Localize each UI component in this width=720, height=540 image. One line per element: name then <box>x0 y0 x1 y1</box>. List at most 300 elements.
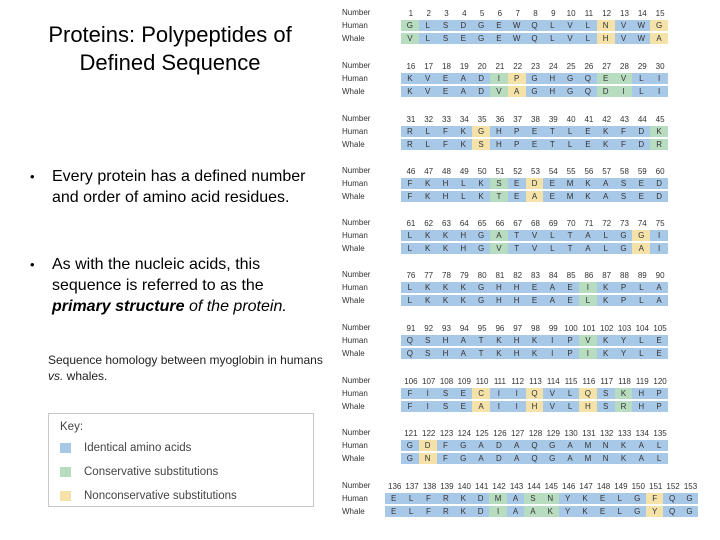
residue-number: 107 <box>422 377 436 386</box>
whale-residue: L <box>650 453 669 464</box>
residue-number: 40 <box>566 115 576 124</box>
human-residue: K <box>401 73 420 84</box>
whale-residue: D <box>597 86 616 97</box>
whale-residue: L <box>611 506 629 517</box>
whale-residue: P <box>615 295 634 306</box>
residue-number: 1 <box>408 9 414 18</box>
human-residue: A <box>543 282 562 293</box>
human-residue: D <box>472 73 491 84</box>
human-residue: G <box>472 282 491 293</box>
residue-number: 92 <box>424 324 434 333</box>
human-residue: H <box>508 282 527 293</box>
residue-number: 75 <box>655 219 665 228</box>
whale-residue: K <box>579 191 598 202</box>
whale-residue: V <box>561 33 580 44</box>
residue-number: 103 <box>617 324 632 333</box>
residue-number: 76 <box>406 271 416 280</box>
whale-residue: R <box>401 139 420 150</box>
residue-number: 66 <box>495 219 505 228</box>
residue-number: 142 <box>492 482 506 491</box>
residue-number: 104 <box>635 324 649 333</box>
human-residue: K <box>597 335 616 346</box>
residue-number: 112 <box>511 377 525 386</box>
whale-residue: G <box>615 243 634 254</box>
human-residue: T <box>543 126 562 137</box>
human-residue: F <box>646 493 664 504</box>
residue-number: 125 <box>475 429 489 438</box>
whale-residue: A <box>579 243 598 254</box>
whale-residue: L <box>632 295 651 306</box>
residue-number: 127 <box>511 429 525 438</box>
residue-number: 46 <box>406 167 416 176</box>
slide-title: Proteins: Polypeptides of Defined Sequence <box>48 22 292 75</box>
human-residue: E <box>543 178 562 189</box>
residue-number: 59 <box>637 167 647 176</box>
residue-number: 114 <box>546 377 560 386</box>
human-residue: G <box>526 73 545 84</box>
whale-residue: R <box>650 139 669 150</box>
residue-number: 38 <box>531 115 540 124</box>
whale-residue: F <box>401 401 420 412</box>
human-residue: K <box>437 282 456 293</box>
residue-number: 82 <box>513 271 523 280</box>
human-residue: D <box>419 440 438 451</box>
whale-residue: S <box>615 191 634 202</box>
human-residue: V <box>579 335 598 346</box>
residue-number: 135 <box>653 429 667 438</box>
human-residue: Q <box>401 335 420 346</box>
residue-number: 79 <box>459 271 469 280</box>
residue-number: 133 <box>617 429 632 438</box>
whale-residue: P <box>508 139 527 150</box>
whale-residue: H <box>579 401 598 412</box>
row-label: Human <box>342 74 368 83</box>
human-residue: N <box>597 20 616 31</box>
whale-residue: D <box>472 506 490 517</box>
residue-number: 123 <box>439 429 454 438</box>
whale-residue: A <box>650 295 669 306</box>
whale-residue: H <box>508 295 527 306</box>
human-residue: T <box>561 230 580 241</box>
whale-residue: Y <box>559 506 577 517</box>
residue-number: 121 <box>404 429 418 438</box>
residue-number: 152 <box>666 482 680 491</box>
whale-residue: S <box>597 401 616 412</box>
whale-residue: V <box>543 401 562 412</box>
residue-number: 122 <box>422 429 436 438</box>
row-label: Human <box>342 127 368 136</box>
whale-residue: H <box>490 295 509 306</box>
human-residue: K <box>597 126 616 137</box>
residue-number: 11 <box>584 9 594 18</box>
row-label: Number <box>342 481 371 490</box>
whale-residue: K <box>542 506 560 517</box>
human-residue: E <box>597 73 616 84</box>
human-residue: M <box>561 178 580 189</box>
whale-residue: E <box>490 33 509 44</box>
human-residue: F <box>615 126 634 137</box>
human-residue: V <box>615 20 634 31</box>
row-label: Human <box>342 389 368 398</box>
whale-residue: A <box>561 453 580 464</box>
whale-residue: G <box>543 453 562 464</box>
residue-number: 53 <box>531 167 540 176</box>
human-residue: L <box>650 440 669 451</box>
whale-residue: K <box>526 348 545 359</box>
caption-vs: vs. <box>48 369 64 383</box>
whale-residue: K <box>437 243 456 254</box>
human-residue: I <box>650 73 669 84</box>
residue-number: 28 <box>620 62 629 71</box>
residue-number: 14 <box>637 9 647 18</box>
whale-residue: K <box>597 348 616 359</box>
whale-residue: E <box>594 506 612 517</box>
human-residue: L <box>401 282 420 293</box>
residue-number: 50 <box>477 167 487 176</box>
residue-number: 95 <box>477 324 487 333</box>
whale-residue: E <box>579 139 598 150</box>
whale-residue: I <box>650 243 669 254</box>
row-label: Whale <box>342 244 365 253</box>
whale-residue: E <box>543 191 562 202</box>
residue-number: 45 <box>655 115 665 124</box>
whale-residue: K <box>419 191 438 202</box>
residue-number: 42 <box>602 115 612 124</box>
human-residue: K <box>419 282 438 293</box>
residue-number: 73 <box>620 219 629 228</box>
whale-residue: E <box>526 139 545 150</box>
residue-number: 148 <box>596 482 611 491</box>
human-residue: S <box>437 20 456 31</box>
residue-number: 60 <box>655 167 665 176</box>
whale-residue: H <box>508 348 527 359</box>
human-residue: L <box>401 230 420 241</box>
residue-number: 35 <box>477 115 487 124</box>
residue-number: 21 <box>495 62 505 71</box>
human-residue: D <box>526 178 545 189</box>
whale-residue: L <box>419 139 438 150</box>
whale-residue: Q <box>526 33 545 44</box>
whale-residue: A <box>507 506 525 517</box>
residue-number: 26 <box>584 62 594 71</box>
human-residue: K <box>419 230 438 241</box>
human-residue: P <box>561 335 580 346</box>
residue-number: 99 <box>548 324 558 333</box>
human-residue: G <box>401 440 420 451</box>
bullet-text-suffix: of the protein. <box>184 298 287 315</box>
bullet-text-prefix: As with the nucleic acids, this sequence is referred to as the <box>52 256 264 294</box>
key-label: Nonconservative substitutions <box>84 490 237 502</box>
whale-residue: I <box>615 86 634 97</box>
residue-number: 57 <box>602 167 612 176</box>
nonconservative-swatch <box>60 491 71 501</box>
whale-residue: G <box>472 295 491 306</box>
whale-residue: K <box>419 295 438 306</box>
whale-residue: V <box>615 33 634 44</box>
whale-residue: H <box>437 348 456 359</box>
row-label: Human <box>342 336 368 345</box>
identical-swatch <box>60 443 71 453</box>
human-residue: K <box>455 493 473 504</box>
residue-number: 41 <box>584 115 594 124</box>
row-label: Number <box>342 218 371 227</box>
residue-number: 153 <box>683 482 698 491</box>
human-residue: V <box>419 73 438 84</box>
human-residue: H <box>490 282 509 293</box>
whale-residue: A <box>524 506 542 517</box>
row-label: Number <box>342 428 371 437</box>
residue-number: 108 <box>439 377 454 386</box>
whale-residue: L <box>543 33 562 44</box>
conservative-swatch <box>60 467 71 477</box>
human-residue: G <box>561 73 580 84</box>
row-label: Whale <box>342 349 365 358</box>
whale-residue: R <box>615 401 634 412</box>
residue-number: 117 <box>600 377 614 386</box>
human-residue: H <box>437 335 456 346</box>
whale-residue: Q <box>663 506 681 517</box>
residue-number: 111 <box>493 377 506 386</box>
human-residue: R <box>437 493 455 504</box>
row-label: Human <box>342 441 368 450</box>
human-residue: E <box>437 73 456 84</box>
human-residue: E <box>508 178 527 189</box>
residue-number: 132 <box>600 429 614 438</box>
residue-number: 22 <box>513 62 523 71</box>
human-residue: L <box>543 20 562 31</box>
row-label: Number <box>342 270 371 279</box>
human-residue: V <box>561 20 580 31</box>
residue-number: 100 <box>564 324 578 333</box>
whale-residue: Q <box>401 348 420 359</box>
whale-residue: F <box>615 139 634 150</box>
residue-number: 87 <box>602 271 612 280</box>
whale-residue: L <box>561 401 580 412</box>
whale-residue: A <box>454 86 473 97</box>
human-residue: V <box>615 73 634 84</box>
human-residue: K <box>490 335 509 346</box>
human-residue: K <box>454 126 473 137</box>
human-residue: S <box>597 388 616 399</box>
whale-residue: L <box>401 243 420 254</box>
residue-number: 77 <box>424 271 434 280</box>
human-residue: Q <box>526 388 545 399</box>
whale-residue: G <box>561 86 580 97</box>
human-residue: E <box>579 126 598 137</box>
human-residue: D <box>650 178 669 189</box>
human-residue: L <box>579 20 598 31</box>
whale-residue: G <box>472 243 491 254</box>
human-residue: F <box>437 126 456 137</box>
residue-number: 23 <box>531 62 540 71</box>
residue-number: 91 <box>406 324 416 333</box>
residue-number: 126 <box>493 429 507 438</box>
residue-number: 58 <box>620 167 629 176</box>
color-key-legend <box>48 413 314 507</box>
whale-residue: S <box>437 33 456 44</box>
human-residue: F <box>437 440 456 451</box>
whale-residue: K <box>401 86 420 97</box>
whale-residue: T <box>490 191 509 202</box>
bullet-text <box>52 254 315 317</box>
whale-residue: I <box>579 348 598 359</box>
whale-residue: G <box>681 506 699 517</box>
residue-number: 137 <box>405 482 419 491</box>
whale-residue: V <box>526 243 545 254</box>
whale-residue: L <box>454 191 473 202</box>
residue-number: 136 <box>388 482 402 491</box>
row-label: Number <box>342 166 371 175</box>
human-residue: E <box>385 493 403 504</box>
residue-number: 105 <box>653 324 667 333</box>
human-residue: N <box>542 493 560 504</box>
human-residue: S <box>524 493 542 504</box>
residue-number: 150 <box>631 482 645 491</box>
human-residue: S <box>615 178 634 189</box>
whale-residue: A <box>543 295 562 306</box>
whale-residue: K <box>454 139 473 150</box>
bullet-marker: • <box>30 169 35 184</box>
human-residue: L <box>454 178 473 189</box>
whale-residue: I <box>490 401 509 412</box>
whale-residue: E <box>650 348 669 359</box>
figure-caption <box>48 352 323 384</box>
residue-number: 7 <box>515 9 520 18</box>
residue-number: 72 <box>602 219 612 228</box>
human-residue: K <box>576 493 594 504</box>
whale-residue: L <box>402 506 420 517</box>
human-residue: D <box>490 440 509 451</box>
residue-number: 17 <box>424 62 434 71</box>
human-residue: G <box>681 493 699 504</box>
whale-residue: Q <box>579 86 598 97</box>
human-residue: I <box>490 388 509 399</box>
human-residue: S <box>490 178 509 189</box>
residue-number: 88 <box>620 271 629 280</box>
residue-number: 128 <box>528 429 543 438</box>
human-residue: A <box>632 440 651 451</box>
residue-number: 25 <box>566 62 576 71</box>
human-residue: G <box>401 20 420 31</box>
residue-number: 118 <box>618 377 631 386</box>
human-residue: L <box>561 388 580 399</box>
residue-number: 65 <box>477 219 487 228</box>
whale-residue: W <box>508 33 527 44</box>
human-residue: V <box>526 230 545 241</box>
caption-text-after: whales. <box>63 369 108 383</box>
human-residue: D <box>632 126 651 137</box>
human-residue: L <box>561 126 580 137</box>
residue-number: 116 <box>582 377 596 386</box>
row-label: Number <box>342 114 371 123</box>
whale-residue: D <box>632 139 651 150</box>
row-label: Human <box>342 21 368 30</box>
caption-text-before: Sequence homology between myoglobin in humans <box>48 353 323 367</box>
human-residue: L <box>632 335 651 346</box>
row-label: Whale <box>342 140 365 149</box>
human-residue: K <box>597 282 616 293</box>
whale-residue: T <box>472 348 491 359</box>
residue-number: 120 <box>653 377 667 386</box>
whale-residue: E <box>526 295 545 306</box>
residue-number: 34 <box>459 115 469 124</box>
residue-number: 56 <box>584 167 594 176</box>
human-residue: V <box>543 388 562 399</box>
key-label: Conservative substitutions <box>84 466 219 478</box>
whale-residue: I <box>508 401 527 412</box>
whale-residue: S <box>437 401 456 412</box>
human-residue: G <box>472 126 491 137</box>
residue-number: 29 <box>637 62 647 71</box>
residue-number: 81 <box>495 271 505 280</box>
whale-residue: L <box>419 33 438 44</box>
whale-residue: F <box>437 453 456 464</box>
human-residue: G <box>629 493 647 504</box>
human-residue: K <box>472 178 491 189</box>
whale-residue: L <box>561 139 580 150</box>
human-residue: Y <box>559 493 577 504</box>
human-residue: H <box>490 126 509 137</box>
residue-number: 102 <box>600 324 614 333</box>
residue-number: 115 <box>564 377 578 386</box>
residue-number: 83 <box>531 271 540 280</box>
whale-residue: H <box>437 191 456 202</box>
residue-number: 20 <box>477 62 487 71</box>
human-residue: A <box>490 230 509 241</box>
residue-number: 2 <box>426 9 431 18</box>
whale-residue: K <box>490 348 509 359</box>
whale-residue: K <box>419 243 438 254</box>
whale-residue: A <box>526 191 545 202</box>
human-residue: Q <box>579 73 598 84</box>
whale-residue: R <box>437 506 455 517</box>
whale-residue: L <box>632 86 651 97</box>
residue-number: 106 <box>404 377 418 386</box>
human-residue: L <box>632 282 651 293</box>
residue-number: 143 <box>509 482 524 491</box>
human-residue: H <box>508 335 527 346</box>
human-residue: I <box>508 388 527 399</box>
whale-residue: W <box>632 33 651 44</box>
bullet-text: Every protein has a defined number and order of amino acid residues. <box>52 168 306 206</box>
residue-number: 71 <box>584 219 594 228</box>
human-residue: R <box>401 126 420 137</box>
residue-number: 139 <box>440 482 454 491</box>
human-residue: G <box>472 20 491 31</box>
residue-number: 54 <box>548 167 558 176</box>
whale-residue: E <box>454 401 473 412</box>
human-residue: F <box>401 178 420 189</box>
residue-number: 96 <box>495 324 505 333</box>
residue-number: 10 <box>566 9 576 18</box>
whale-residue: V <box>490 243 509 254</box>
residue-number: 44 <box>637 115 647 124</box>
human-residue: E <box>490 20 509 31</box>
human-residue: L <box>419 20 438 31</box>
whale-residue: A <box>472 401 491 412</box>
whale-residue: G <box>526 86 545 97</box>
human-residue: D <box>472 493 490 504</box>
whale-residue: K <box>615 453 634 464</box>
human-residue: Y <box>615 335 634 346</box>
residue-number: 69 <box>548 219 558 228</box>
human-residue: L <box>597 230 616 241</box>
human-residue: K <box>579 178 598 189</box>
residue-number: 24 <box>548 62 558 71</box>
whale-residue: G <box>401 453 420 464</box>
human-residue: I <box>579 282 598 293</box>
human-residue: G <box>650 20 669 31</box>
